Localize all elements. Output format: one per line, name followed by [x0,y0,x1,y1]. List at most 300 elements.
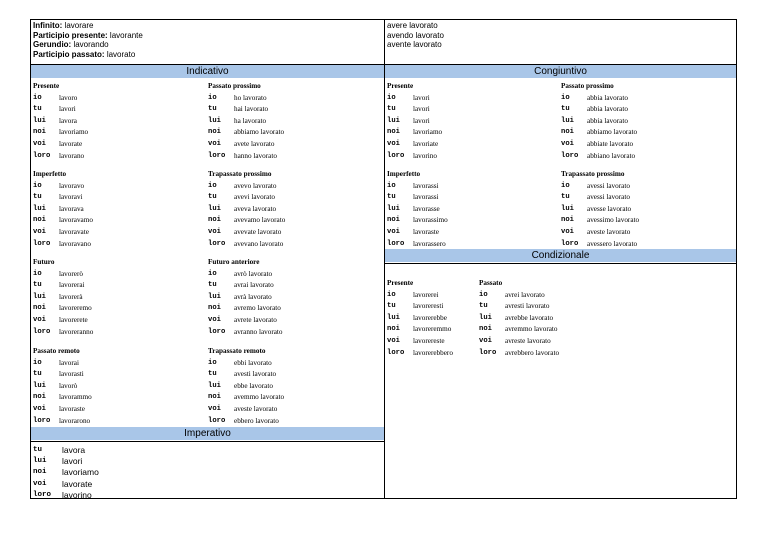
conjugation-row [208,151,284,163]
tense-title: Passato prossimo [561,82,614,90]
verb-form: ebbi lavorato [234,358,272,367]
conjugation-row [561,204,639,216]
conjugation-row [387,181,448,193]
pronoun: io [387,181,396,190]
pronoun: noi [208,128,221,137]
conjugation-row [208,215,285,227]
pronoun: voi [33,404,46,413]
conjugation-row [208,392,284,404]
verb-form: avrebbero lavorato [505,348,560,357]
pronoun: lui [208,116,221,125]
conjugation-row [33,151,88,163]
verb-form: avevate lavorato [234,227,282,236]
conjugation-row [561,239,639,251]
verb-form: lavorate [62,478,93,489]
conjugation-row [208,381,284,393]
pronoun: noi [33,468,47,477]
imperativo-row [33,456,99,467]
verb-form: lavorassimo [413,216,448,225]
pronoun: lui [208,292,221,301]
verb-form: avessi lavorato [587,181,630,190]
verb-form: lavorò [59,381,78,390]
pronoun: noi [387,325,400,334]
conjugation-row [33,292,93,304]
verb-form: lavorate [59,139,83,148]
pronoun: io [561,181,570,190]
verb-form: lavorerai [59,281,85,290]
conjugation-row [479,348,559,360]
pronoun: noi [33,304,46,313]
verb-form: lavorerebbe [413,313,447,322]
tense-congiuntivo-presente [387,81,442,162]
conjugation-row [208,192,285,204]
verb-form: lavorarono [59,416,91,425]
conjugation-row [33,358,92,370]
imperativo-row [33,445,99,456]
tense-congiuntivo-passato-prossimo [561,81,637,162]
conjugation-row [387,301,453,313]
verb-form: ebbero lavorato [234,416,279,425]
tense-title: Passato prossimo [208,82,261,90]
conjugation-row [33,327,93,339]
tense-title: Imperfetto [33,170,67,178]
imperativo-row [33,479,99,490]
conjugation-row [33,416,92,428]
pronoun: io [33,269,42,278]
verb-form: ho lavorato [234,93,267,102]
pronoun: io [208,358,217,367]
pronoun: tu [33,370,42,379]
verb-form: abbiate lavorato [587,139,634,148]
pronoun: loro [33,416,51,425]
verb-form: lavoriamo [413,128,443,137]
verb-form: lavorerebbero [413,348,453,357]
tense-title: Presente [387,82,414,90]
pronoun: tu [33,105,42,114]
conjugation-row [387,239,448,251]
conjugation-row [561,215,639,227]
conjugation-row [479,301,559,313]
pronoun: voi [387,227,400,236]
conjugation-row [33,369,92,381]
pronoun: loro [387,151,405,160]
verb-form: lavoravate [59,227,89,236]
pronoun: loro [33,490,52,499]
conjugation-row [561,151,637,163]
verb-form: lavoriamo [62,467,99,478]
conjugation-row [561,104,637,116]
tense-title: Trapassato prossimo [208,170,272,178]
tense-title: Trapassato prossimo [561,170,625,178]
conjugation-row [387,215,448,227]
pronoun: lui [387,313,400,322]
verb-form: avessero lavorato [587,239,638,248]
verb-form: avevo lavorato [234,181,277,190]
pronoun: voi [208,404,221,413]
pronoun: lui [561,204,574,213]
pronoun: voi [561,139,574,148]
pronoun: loro [208,151,226,160]
pronoun: noi [561,128,574,137]
conjugation-row [208,315,283,327]
verb-form: avemmo lavorato [234,393,285,402]
verb-form: lavora [62,445,86,455]
verb-form: lavorerò [59,269,83,278]
pronoun: tu [387,302,396,311]
verb-form: lavori [413,93,430,102]
conjugation-row [561,93,637,105]
conjugation-row [479,290,559,302]
pronoun: tu [33,193,42,202]
verb-form: abbiamo lavorato [587,128,638,137]
pronoun: tu [208,105,217,114]
conjugation-row [33,392,92,404]
divider [31,441,384,442]
tense-title: Passato remoto [33,347,80,355]
verb-form: lavoreremo [59,304,92,313]
conjugation-row [387,336,453,348]
conjugation-row [208,181,285,193]
band-condizionale: Condizionale [385,249,736,262]
conjugation-row [561,116,637,128]
tense-indicativo-trapassato-prossimo [208,169,285,250]
verb-form: lavorereste [413,336,445,345]
pronoun: io [33,358,42,367]
conjugation-row [479,324,559,336]
tense-congiuntivo-imperfetto [387,169,448,250]
tense-indicativo-passato-remoto [33,346,92,427]
verb-form: avesti lavorato [234,370,277,379]
pronoun: tu [387,193,396,202]
tense-indicativo-futuro [33,257,93,338]
verb-form: avessimo lavorato [587,216,640,225]
conjugation-row [561,192,639,204]
pronoun: noi [208,216,221,225]
verb-form: lavorassi [413,181,439,190]
conjugation-row [208,139,284,151]
conjugation-row [561,227,639,239]
verb-form: avremmo lavorato [505,325,558,334]
verb-form: avrai lavorato [234,281,274,290]
pronoun: loro [387,239,405,248]
pronoun: io [479,290,488,299]
info-participio-passato-composto: avente lavorato [387,40,442,49]
pronoun: lui [387,204,400,213]
conjugation-row [479,336,559,348]
verb-form: ebbe lavorato [234,381,273,390]
conjugation-row [33,404,92,416]
conjugation-row [208,303,283,315]
pronoun: loro [208,416,226,425]
conjugation-row [33,127,88,139]
pronoun: io [33,93,42,102]
pronoun: tu [208,370,217,379]
verb-form: lavora [59,116,77,125]
pronoun: voi [33,315,46,324]
pronoun: noi [479,325,492,334]
verb-form: lavori [413,116,430,125]
pronoun: io [561,93,570,102]
pronoun: lui [33,116,46,125]
verb-form: lavoriate [413,139,439,148]
verb-form: hanno lavorato [234,151,277,160]
verb-form: ha lavorato [234,116,267,125]
verb-form: avessi lavorato [587,193,630,202]
conjugation-row [208,204,285,216]
pronoun: tu [208,281,217,290]
conjugation-row [387,290,453,302]
pronoun: lui [33,204,46,213]
info-infinito-passato: avere lavorato [387,21,438,30]
pronoun: io [208,93,217,102]
verb-form: lavorai [59,358,79,367]
verb-form: lavorino [62,489,92,500]
verb-form: avresti lavorato [505,302,550,311]
verb-form: lavoriamo [59,128,89,137]
tense-indicativo-imperfetto [33,169,93,250]
pronoun: voi [387,139,400,148]
pronoun: io [387,290,396,299]
verb-form: abbiano lavorato [587,151,636,160]
pronoun: voi [208,315,221,324]
pronoun: noi [208,393,221,402]
verb-form: avremo lavorato [234,304,281,313]
pronoun: lui [33,457,47,466]
band-congiuntivo: Congiuntivo [385,65,736,78]
verb-form: lavoraste [59,404,85,413]
verb-form: lavorino [413,151,437,160]
conjugation-row [33,227,93,239]
verb-form: lavorerete [59,315,88,324]
pronoun: tu [561,105,570,114]
verb-form: abbia lavorato [587,116,628,125]
conjugation-row [387,127,442,139]
pronoun: loro [479,348,497,357]
verb-form: lavori [62,456,83,467]
verb-form: lavorasse [413,204,440,213]
tense-indicativo-futuro-anteriore [208,257,283,338]
conjugation-table [30,19,737,499]
conjugation-row [208,239,285,251]
pronoun: noi [561,216,574,225]
conjugation-row [561,139,637,151]
conjugation-row [208,269,283,281]
conjugation-row [387,204,448,216]
pronoun: lui [208,381,221,390]
info-left [33,21,143,59]
verb-form: lavorasti [59,370,84,379]
conjugation-row [33,204,93,216]
imperativo-row [33,467,99,478]
pronoun: loro [561,151,579,160]
info-right [387,21,444,50]
tense-title: Passato [479,279,503,287]
verb-form: lavoravi [59,193,83,202]
verb-form: avete lavorato [234,139,275,148]
verb-form: lavoreranno [59,327,94,336]
verb-form: lavori [59,105,76,114]
pronoun: lui [561,116,574,125]
tense-title: Trapassato remoto [208,347,266,355]
conjugation-row [208,292,283,304]
verb-form: lavorerà [59,292,83,301]
conjugation-row [387,313,453,325]
verb-form: avrete lavorato [234,315,277,324]
pronoun: loro [33,239,51,248]
info-infinito: Infinito: lavorare [33,21,94,30]
pronoun: loro [33,327,51,336]
conjugation-row [33,239,93,251]
conjugation-row [208,127,284,139]
conjugation-row [33,381,92,393]
verb-form: lavorassi [413,193,439,202]
conjugation-row [208,404,284,416]
tense-indicativo-trapassato-remoto [208,346,284,427]
conjugation-row [387,227,448,239]
pronoun: lui [479,313,492,322]
verb-form: lavorammo [59,393,92,402]
pronoun: voi [33,479,47,488]
pronoun: loro [208,327,226,336]
pronoun: lui [387,116,400,125]
pronoun: io [33,181,42,190]
imperativo-row [33,490,99,501]
conjugation-row [33,315,93,327]
tense-congiuntivo-trapassato-prossimo [561,169,639,250]
imperativo-list [33,445,99,501]
conjugation-row [561,181,639,193]
pronoun: io [387,93,396,102]
pronoun: io [208,269,217,278]
verb-form: aveva lavorato [234,204,277,213]
conjugation-row [33,139,88,151]
verb-form: lavori [413,105,430,114]
verb-form: lavoravamo [59,216,93,225]
conjugation-row [387,93,442,105]
info-participio-presente: Participio presente: lavorante [33,30,143,40]
conjugation-row [561,127,637,139]
conjugation-row [479,313,559,325]
pronoun: tu [479,302,488,311]
conjugation-row [33,93,88,105]
pronoun: lui [208,204,221,213]
verb-form: aveste lavorato [587,227,631,236]
pronoun: tu [208,193,217,202]
verb-form: lavoravano [59,239,91,248]
verb-form: avesse lavorato [587,204,632,213]
verb-form: avranno lavorato [234,327,283,336]
tense-title: Imperfetto [387,170,421,178]
conjugation-row [208,358,284,370]
pronoun: voi [33,227,46,236]
verb-form: lavoravo [59,181,85,190]
verb-form: abbia lavorato [587,93,628,102]
pronoun: tu [33,446,43,454]
pronoun: lui [33,292,46,301]
band-indicativo: Indicativo [31,65,384,78]
pronoun: lui [33,381,46,390]
verb-form: lavorano [59,151,85,160]
conjugation-row [387,192,448,204]
conjugation-row [208,227,285,239]
conjugation-row [33,192,93,204]
verb-form: abbia lavorato [587,105,628,114]
pronoun: tu [561,193,570,202]
pronoun: noi [33,216,46,225]
verb-form: abbiamo lavorato [234,128,285,137]
conjugation-row [208,369,284,381]
tense-title: Futuro anteriore [208,258,260,266]
conjugation-row [33,116,88,128]
pronoun: tu [33,281,42,290]
conjugation-row [33,303,93,315]
pronoun: voi [208,139,221,148]
verb-form: lavoreresti [413,302,444,311]
pronoun: voi [387,336,400,345]
tense-condizionale-presente [387,278,453,359]
tense-title: Futuro [33,258,55,266]
conjugation-row [387,116,442,128]
pronoun: noi [387,216,400,225]
info-gerundio: Gerundio: lavorando [33,40,109,49]
verb-form: avreste lavorato [505,336,551,345]
verb-form: lavorava [59,204,84,213]
conjugation-row [208,280,283,292]
conjugation-row [208,416,284,428]
tense-indicativo-presente [33,81,88,162]
tense-indicativo-passato-prossimo [208,81,284,162]
pronoun: loro [208,239,226,248]
verb-form: avrei lavorato [505,290,545,299]
conjugation-row [208,93,284,105]
conjugation-row [33,104,88,116]
pronoun: noi [387,128,400,137]
verb-form: avevi lavorato [234,193,275,202]
pronoun: noi [208,304,221,313]
verb-form: lavoreremmo [413,325,452,334]
conjugation-row [387,151,442,163]
conjugation-row [208,327,283,339]
pronoun: tu [387,105,396,114]
conjugation-row [33,269,93,281]
verb-form: hai lavorato [234,105,269,114]
pronoun: voi [561,227,574,236]
verb-form: aveste lavorato [234,404,278,413]
verb-form: lavorerei [413,290,439,299]
verb-form: avevamo lavorato [234,216,286,225]
conjugation-row [387,324,453,336]
verb-form: lavoro [59,93,78,102]
conjugation-row [208,104,284,116]
pronoun: voi [33,139,46,148]
band-imperativo: Imperativo [31,427,384,440]
verb-form: avrebbe lavorato [505,313,554,322]
conjugation-row [387,139,442,151]
verb-form: avevano lavorato [234,239,284,248]
divider [385,263,736,264]
conjugation-row [33,215,93,227]
conjugation-row [33,181,93,193]
pronoun: loro [33,151,51,160]
info-participio-passato: Participio passato: lavorato [33,49,136,59]
verb-form: lavoraste [413,227,439,236]
pronoun: noi [33,393,46,402]
conjugation-row [33,280,93,292]
pronoun: voi [479,336,492,345]
pronoun: loro [387,348,405,357]
tense-title: Presente [33,82,60,90]
pronoun: loro [561,239,579,248]
